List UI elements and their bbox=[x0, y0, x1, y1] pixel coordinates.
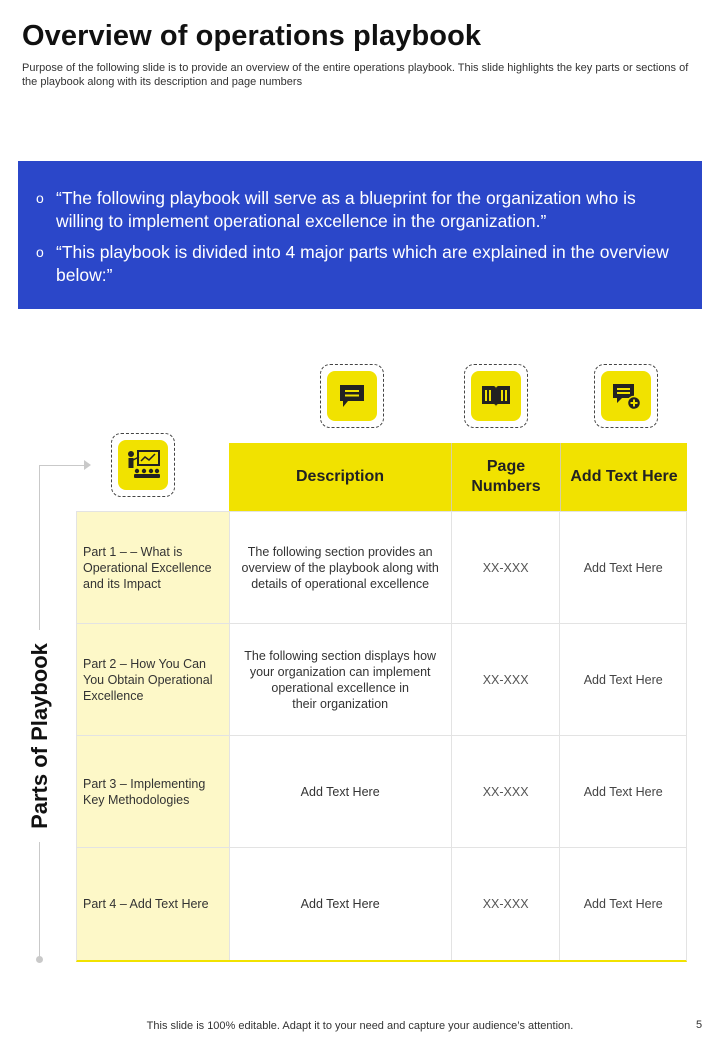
page-numbers-icon-frame bbox=[464, 364, 528, 428]
chat-add-icon bbox=[601, 371, 651, 421]
footer-note: This slide is 100% editable. Adapt it to your need and capture your audience’s attention. bbox=[146, 1020, 574, 1032]
bullet-marker: o bbox=[36, 190, 44, 206]
chat-message-icon bbox=[327, 371, 377, 421]
presentation-audience-icon bbox=[118, 440, 168, 490]
add-text-cell: Add Text Here bbox=[583, 560, 663, 575]
side-connector-dot bbox=[36, 956, 43, 963]
open-book-icon bbox=[471, 371, 521, 421]
side-connector-arrow bbox=[84, 460, 91, 470]
table-row bbox=[77, 512, 686, 624]
header-description: Description bbox=[229, 443, 452, 511]
intro-bullet bbox=[36, 241, 682, 287]
page-title: Overview of operations playbook bbox=[22, 20, 482, 52]
description-icon-frame bbox=[320, 364, 384, 428]
add-text-cell: Add Text Here bbox=[583, 897, 663, 911]
page-cell: XX-XXX bbox=[452, 848, 561, 960]
description-cell: The following section displays how your organization can implement operational excellence in their organization bbox=[230, 624, 452, 735]
table-row bbox=[77, 848, 686, 960]
add-text-cell: Add Text Here bbox=[583, 672, 663, 687]
part-cell: Part 1 – – What is Operational Excellence and its Impact bbox=[77, 512, 230, 623]
part-cell: Part 2 – How You Can You Obtain Operational Excellence bbox=[77, 624, 230, 735]
table-row bbox=[77, 736, 686, 848]
parts-table bbox=[76, 511, 687, 962]
intro-bullet-text: “This playbook is divided into 4 major parts which are explained in the overview below:” bbox=[56, 242, 669, 285]
bullet-marker: o bbox=[36, 244, 44, 260]
intro-bullet bbox=[36, 187, 682, 233]
parts-icon-frame bbox=[111, 433, 175, 497]
part-cell: Part 4 – Add Text Here bbox=[77, 848, 230, 960]
header-page-numbers: Page Numbers bbox=[452, 443, 561, 511]
description-cell: Add Text Here bbox=[230, 736, 452, 847]
page-cell: XX-XXX bbox=[452, 736, 561, 847]
side-connector-branch bbox=[39, 465, 87, 466]
intro-box bbox=[18, 161, 702, 309]
header-add-text: Add Text Here bbox=[570, 468, 678, 485]
add-text-icon-frame bbox=[594, 364, 658, 428]
page-number: 5 bbox=[696, 1019, 703, 1031]
page-cell: XX-XXX bbox=[452, 512, 561, 623]
part-cell: Part 3 – Implementing Key Methodologies bbox=[77, 736, 230, 847]
side-label: Parts of Playbook bbox=[27, 643, 52, 829]
description-cell: Add Text Here bbox=[230, 848, 452, 960]
intro-bullet-text: “The following playbook will serve as a blueprint for the organization who is willing to implement operational excellence in the organization.” bbox=[56, 188, 636, 231]
table-row bbox=[77, 624, 686, 736]
table-header bbox=[229, 443, 687, 511]
add-text-cell: Add Text Here bbox=[583, 784, 663, 799]
description-cell: The following section provides an overview of the playbook along with details of operational excellence bbox=[230, 512, 452, 623]
page-cell: XX-XXX bbox=[452, 624, 561, 735]
page-subtitle: Purpose of the following slide is to provide an overview of the entire operations playbook. This slide highlights the key parts or sections of the playbook along with its description and page numbers bbox=[22, 62, 689, 88]
